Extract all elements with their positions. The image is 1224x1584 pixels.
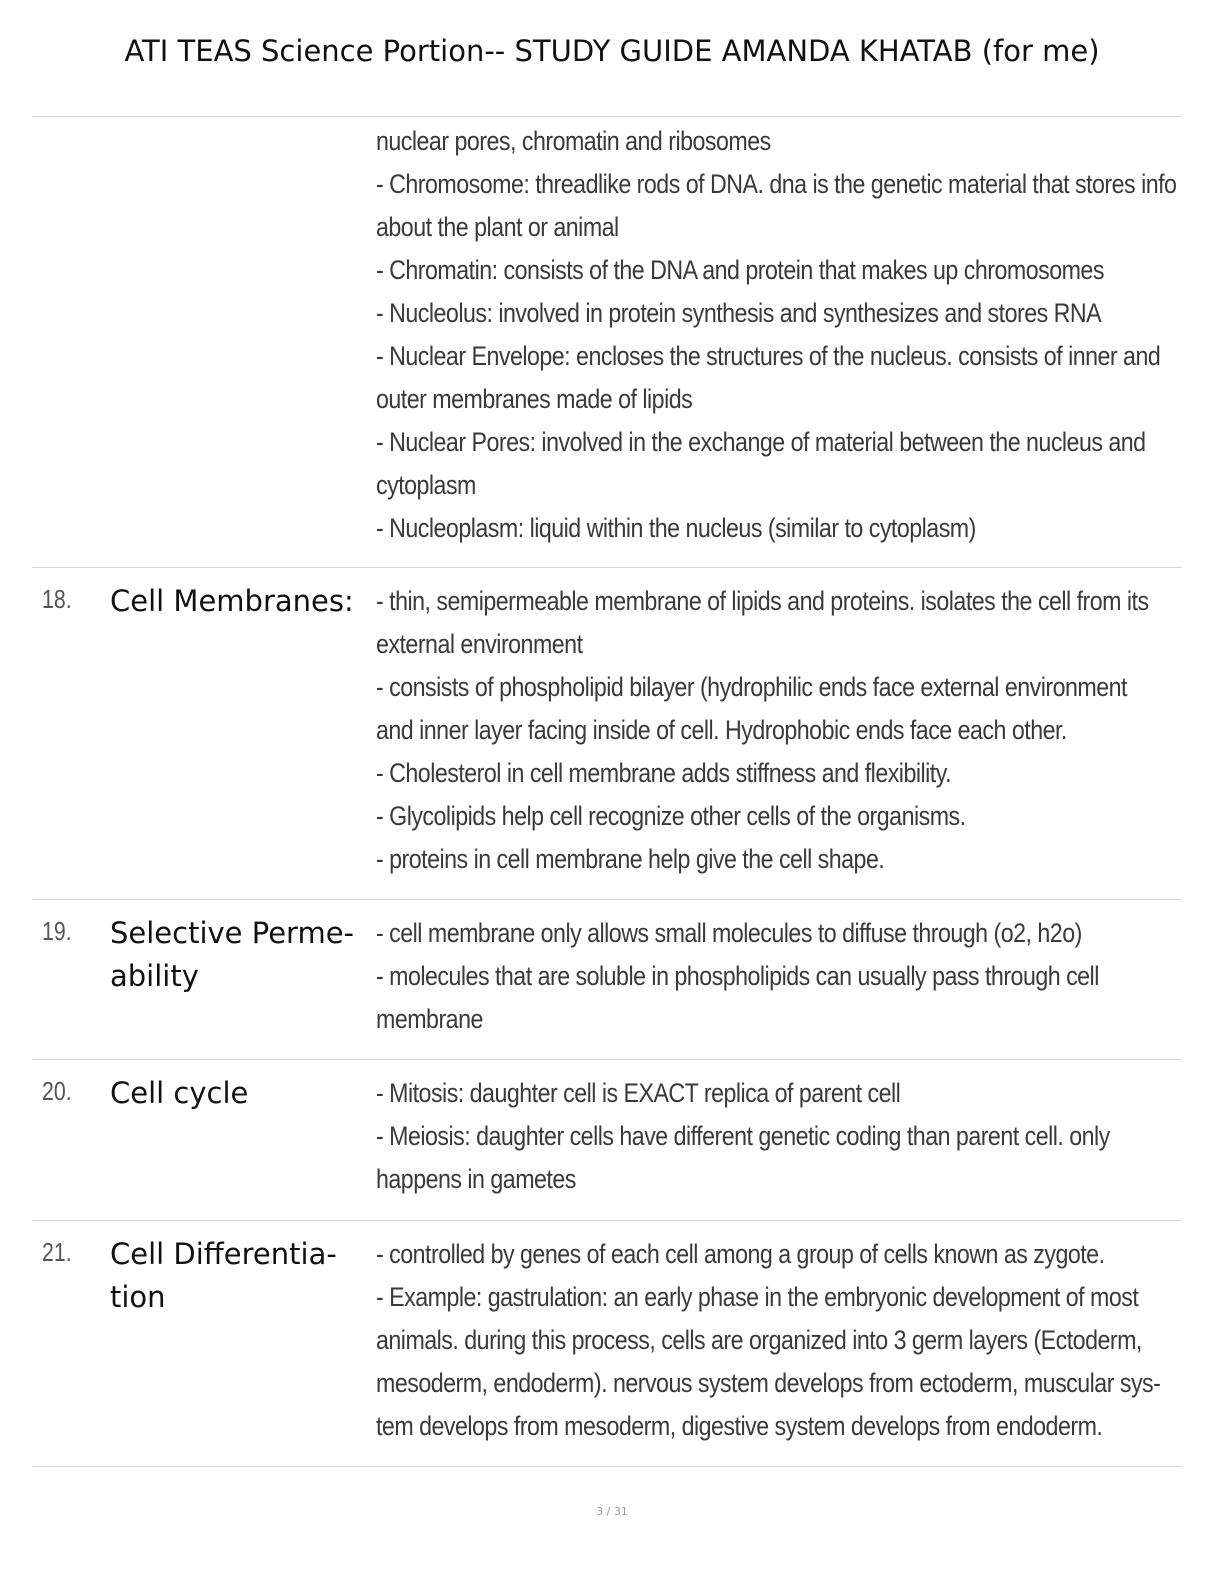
entry-number: 18.	[42, 584, 72, 614]
definition-line: - proteins in cell membrane help give the cell shape.	[376, 844, 885, 874]
definition-line: membrane	[376, 1004, 483, 1034]
term-text: Cell Membranes:	[110, 584, 354, 618]
entry-term	[110, 580, 380, 623]
divider	[32, 1220, 1182, 1221]
definition-line: outer membranes made of lipids	[376, 384, 693, 414]
definition-line: mesoderm, endoderm). nervous system develops from ectoderm, muscular sys-	[376, 1368, 1161, 1398]
entry-term	[110, 1072, 380, 1115]
entry-definition	[376, 912, 1176, 1041]
term-text: Cell Differentia- tion	[110, 1237, 337, 1314]
definition-line: - Nuclear Envelope: encloses the structures of the nucleus. consists of inner and	[376, 341, 1161, 371]
entry-definition	[376, 580, 1176, 881]
definition-line: nuclear pores, chromatin and ribosomes	[376, 126, 771, 156]
divider	[32, 567, 1182, 568]
definition-line: - Nucleolus: involved in protein synthesis and synthesizes and stores RNA	[376, 298, 1102, 328]
definition-line: tem develops from mesoderm, digestive system develops from endoderm.	[376, 1411, 1103, 1441]
definition-line: - consists of phospholipid bilayer (hydrophilic ends face external environment	[376, 672, 1127, 702]
continued-definition	[376, 120, 1176, 550]
divider	[32, 1466, 1182, 1467]
entry-definition	[376, 1072, 1176, 1201]
divider	[32, 899, 1182, 900]
definition-line: - Chromosome: threadlike rods of DNA. dna is the genetic material that stores info	[376, 169, 1177, 199]
entry-number: 19.	[42, 916, 72, 946]
definition-line: - Glycolipids help cell recognize other cells of the organisms.	[376, 801, 966, 831]
page-title: ATI TEAS Science Portion-- STUDY GUIDE AMANDA KHATAB (for me)	[124, 34, 1100, 68]
definition-line: - Cholesterol in cell membrane adds stiffness and flexibility.	[376, 758, 952, 788]
definition-line: - Nuclear Pores: involved in the exchange of material between the nucleus and	[376, 427, 1146, 457]
definition-line: - Meiosis: daughter cells have different genetic coding than parent cell. only	[376, 1121, 1110, 1151]
entry-term	[110, 1233, 380, 1319]
definition-line: external environment	[376, 629, 583, 659]
definition-line: - molecules that are soluble in phospholipids can usually pass through cell	[376, 961, 1099, 991]
definition-line: about the plant or animal	[376, 212, 619, 242]
term-text: Cell cycle	[110, 1076, 249, 1110]
entry-term	[110, 912, 380, 998]
entry-definition	[376, 1233, 1176, 1448]
divider	[32, 116, 1182, 117]
definition-line: - cell membrane only allows small molecules to diffuse through (o2, h2o)	[376, 918, 1082, 948]
entry-number: 21.	[42, 1237, 72, 1267]
definition-line: cytoplasm	[376, 470, 476, 500]
entry-number: 20.	[42, 1076, 72, 1106]
definition-line: animals. during this process, cells are organized into 3 germ layers (Ectoderm,	[376, 1325, 1142, 1355]
term-text: Selective Perme- ability	[110, 916, 355, 993]
definition-line: - controlled by genes of each cell among a group of cells known as zygote.	[376, 1239, 1105, 1269]
definition-line: - Mitosis: daughter cell is EXACT replica of parent cell	[376, 1078, 901, 1108]
definition-line: and inner layer facing inside of cell. Hydrophobic ends face each other.	[376, 715, 1067, 745]
divider	[32, 1059, 1182, 1060]
definition-line: - Chromatin: consists of the DNA and protein that makes up chromosomes	[376, 255, 1104, 285]
definition-line: - Example: gastrulation: an early phase in the embryonic development of most	[376, 1282, 1139, 1312]
page-number: 3 / 31	[596, 1505, 628, 1518]
definition-line: - Nucleoplasm: liquid within the nucleus (similar to cytoplasm)	[376, 513, 976, 543]
definition-line: - thin, semipermeable membrane of lipids and proteins. isolates the cell from its	[376, 586, 1149, 616]
definition-line: happens in gametes	[376, 1164, 576, 1194]
